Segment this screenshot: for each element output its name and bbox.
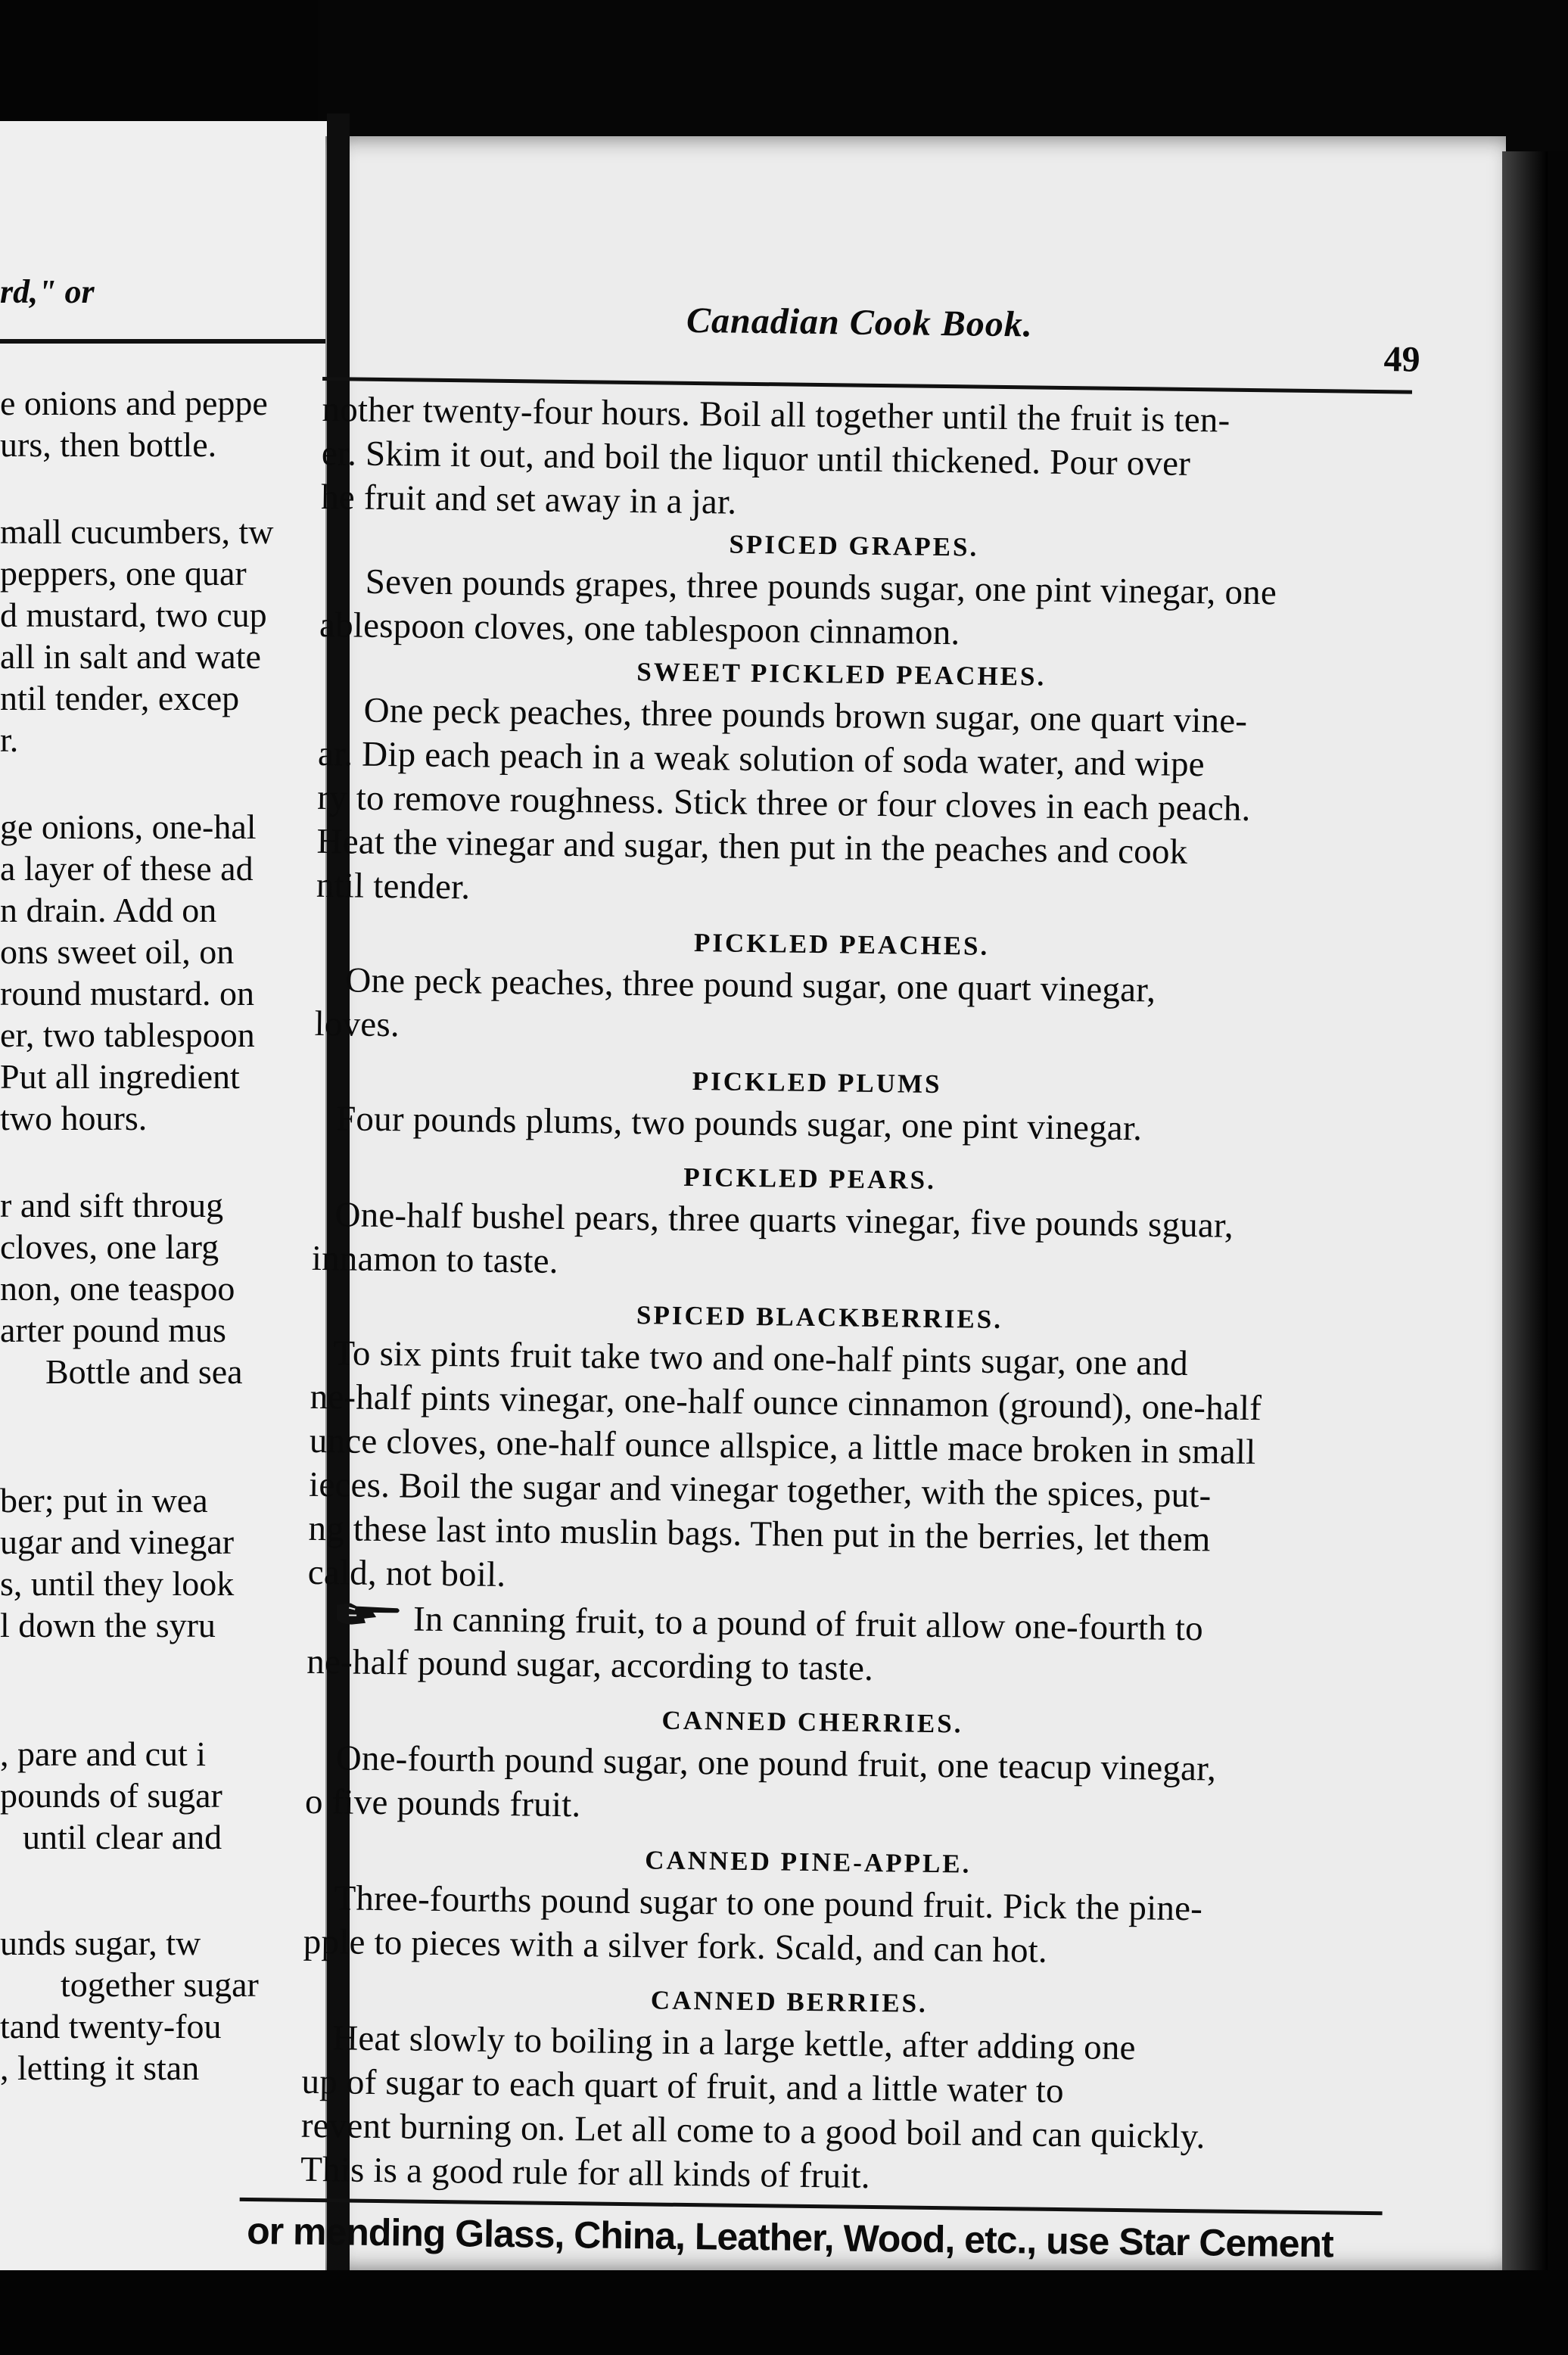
running-head: Canadian Cook Book. (686, 300, 1034, 345)
body-line: ntil tender. (316, 865, 471, 907)
left-running-head: rd," or (0, 273, 95, 310)
body-line: ne-half pints vinegar, one-half ounce cinnamon (ground), one-half (310, 1377, 1262, 1429)
left-line: Bottle and sea (45, 1352, 243, 1391)
recipe-title: PICKLED PEARS. (683, 1162, 937, 1195)
body-line: unce cloves, one-half ounce allspice, a little mace broken in small (309, 1420, 1256, 1473)
left-line: l down the syru (0, 1606, 216, 1644)
body-line: Seven pounds grapes, three pounds sugar, one pint vinegar, one (365, 562, 1277, 613)
left-line: r and sift throug (0, 1186, 224, 1224)
left-line: ge onions, one-hal (0, 807, 257, 846)
left-line: mall cucumbers, tw (0, 512, 274, 551)
body-line: up of sugar to each quart of fruit, and a little water to (301, 2061, 1065, 2111)
left-line: a layer of these ad (0, 849, 254, 888)
recipe-title: CANNED BERRIES. (650, 1985, 929, 2018)
body-line: One-half bushel pears, three quarts vinegar, five pounds sguar, (334, 1195, 1234, 1246)
body-line: ry to remove roughness. Stick three or four cloves in each peach. (317, 777, 1251, 829)
body-line: pple to pieces with a silver fork. Scald, and can hot. (303, 1921, 1048, 1971)
left-page (0, 121, 339, 2346)
recipe-title: PICKLED PLUMS (692, 1066, 942, 1100)
left-line: , pare and cut i (0, 1734, 207, 1773)
recipe-title: PICKLED PEACHES. (693, 928, 990, 961)
left-line: d mustard, two cup (0, 596, 267, 634)
body-line: One peck peaches, three pounds brown sugar, one quart vine- (363, 690, 1248, 741)
left-line: pounds of sugar (0, 1776, 222, 1815)
body-line: nother twenty-four hours. Boil all together until the fruit is ten- (322, 389, 1230, 440)
pointing-hand-icon (334, 1598, 402, 1629)
left-line: e onions and peppe (0, 384, 268, 422)
left-line: urs, then bottle. (0, 425, 217, 464)
left-line: tand twenty-fou (0, 2007, 222, 2045)
body-line: ng these last into muslin bags. Then put in the berries, let them (308, 1508, 1211, 1560)
left-line: Put all ingredient (0, 1057, 240, 1096)
background-bottom (0, 2270, 1568, 2355)
body-line: er. Skim it out, and boil the liquor until thickened. Pour over (321, 433, 1191, 484)
left-line: unds sugar, tw (0, 1924, 201, 1962)
left-line: ugar and vinegar (0, 1523, 235, 1561)
left-line: , letting it stan (0, 2049, 200, 2087)
left-line: r. (0, 720, 19, 759)
recipe-title: SPICED GRAPES. (729, 529, 979, 562)
recipe-title: SWEET PICKLED PEACHES. (636, 657, 1047, 692)
left-line: ons sweet oil, on (0, 932, 235, 971)
left-line: n drain. Add on (0, 891, 217, 929)
body-line: revent burning on. Let all come to a good boil and can quickly. (300, 2105, 1206, 2157)
body-line: ieces. Boil the sugar and vinegar together, with the spices, put- (308, 1464, 1212, 1516)
page-edge (1502, 151, 1548, 2270)
body-line: Four pounds plums, two pounds sugar, one pint vinegar. (335, 1099, 1143, 1149)
left-line: two hours. (0, 1099, 148, 1137)
page-number: 49 (1383, 339, 1420, 380)
left-head-rule (0, 339, 333, 344)
body-line: loves. (314, 1003, 400, 1045)
left-line: non, one teaspoo (0, 1269, 235, 1308)
left-line: ber; put in wea (0, 1481, 208, 1520)
body-line: One-fourth pound sugar, one pound fruit, one teacup vinegar, (335, 1738, 1217, 1789)
left-line: s, until they look (0, 1564, 235, 1603)
left-line: together sugar (61, 1965, 259, 2004)
body-line: One peck peaches, three pound sugar, one quart vinegar, (345, 960, 1156, 1010)
recipe-title: CANNED CHERRIES. (661, 1705, 963, 1739)
body-line: ne-half pound sugar, according to taste. (306, 1641, 874, 1688)
left-line: all in salt and wate (0, 637, 261, 676)
body-line: This is a good rule for all kinds of fruit. (300, 2149, 871, 2196)
body-line: To six pints fruit take two and one-half pints sugar, one and (333, 1333, 1189, 1384)
left-line: cloves, one larg (0, 1227, 219, 1266)
body-line: innamon to taste. (311, 1238, 559, 1281)
left-line: peppers, one quar (0, 554, 247, 593)
body-line: ablespoon cloves, one tablespoon cinnamon. (319, 605, 960, 653)
body-line: cald, not boil. (307, 1552, 506, 1595)
left-line: round mustard. on (0, 974, 255, 1013)
recipe-title: CANNED PINE-APPLE. (644, 1845, 972, 1879)
body-line: Heat the vinegar and sugar, then put in the peaches and cook (316, 821, 1188, 872)
body-line: In canning fruit, to a pound of fruit allow one-fourth to (412, 1599, 1204, 1649)
left-line: er, two tablespoon (0, 1016, 255, 1054)
recipe-title: SPICED BLACKBERRIES. (636, 1300, 1003, 1335)
body-line: ar. Dip each peach in a weak solution of soda water, and wipe (317, 733, 1206, 785)
body-line: he fruit and set away in a jar. (320, 477, 737, 522)
background-top (318, 0, 1568, 151)
advertisement: or mending Glass, China, Leather, Wood, etc., use Star Cement (246, 2209, 1334, 2266)
left-line: ntil tender, excep (0, 679, 240, 717)
left-line: arter pound mus (0, 1311, 226, 1349)
body-line: Heat slowly to boiling in a large kettle, after adding one (331, 2018, 1136, 2068)
body-line: o five pounds fruit. (304, 1781, 581, 1825)
right-page-text (246, 136, 1506, 2285)
body-line: Three-fourths pound sugar to one pound fruit. Pick the pine- (334, 1878, 1203, 1929)
left-line: until clear and (23, 1818, 222, 1856)
